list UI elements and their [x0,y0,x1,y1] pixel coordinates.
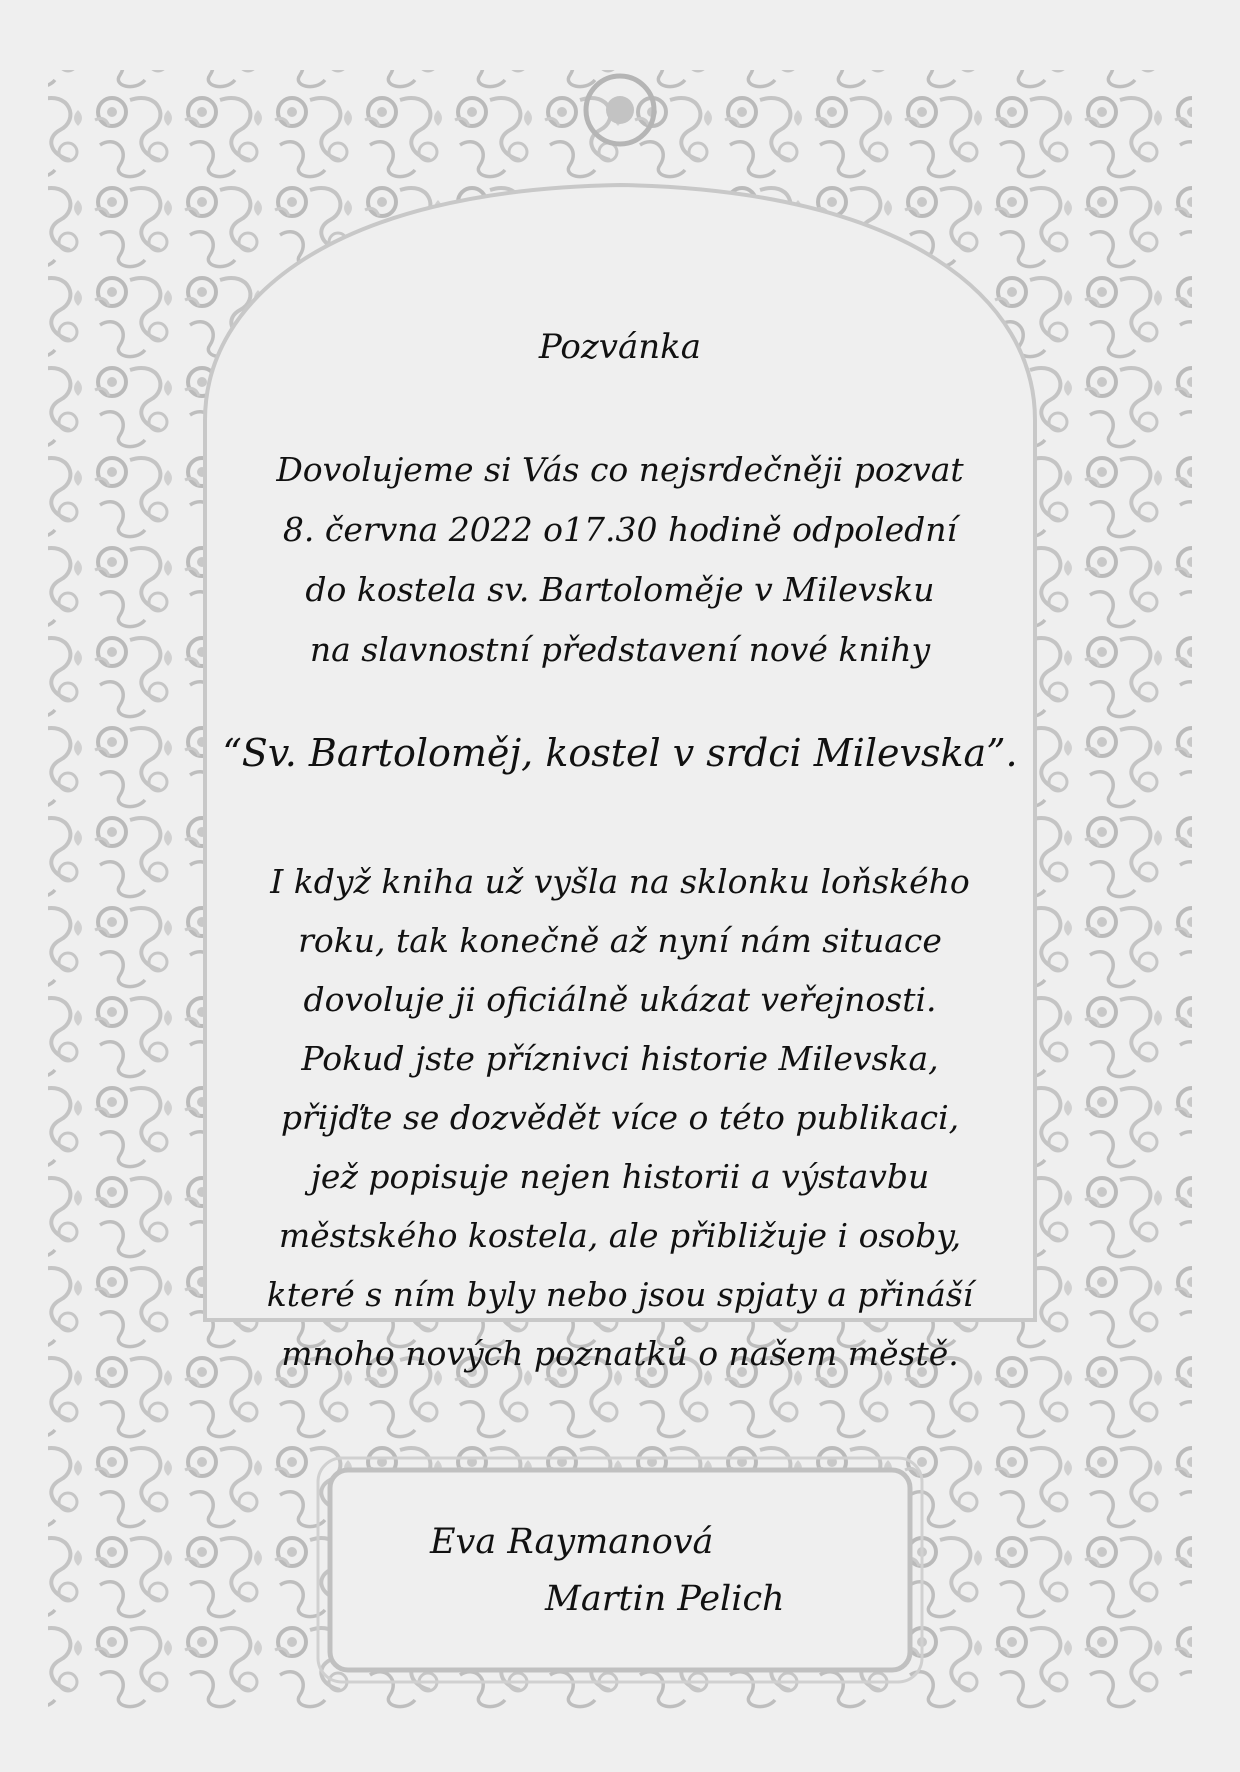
description-line: mnoho nových poznatků o našem městě. [281,1334,959,1373]
signature-eva-raymanova: Eva Raymanová [430,1522,714,1562]
description-line: městského kostela, ale přibližuje i osoby, [278,1216,962,1255]
description-line: přijďte se dozvědět více o této publikaci, [280,1098,960,1137]
heading-text: Pozvánka [538,327,702,367]
description-line: které s ním byly nebo jsou spjaty a přináší [266,1275,974,1314]
description-line: Pokud jste příznivci historie Milevska, [301,1039,939,1078]
description-line: dovoluje ji oficiálně ukázat veřejnosti. [303,980,937,1019]
book-title-text: “Sv. Bartoloměj, kostel v srdci Milevska”. [222,731,1018,775]
book-title [160,726,1080,780]
signature-martin-pelich: Martin Pelich [545,1579,785,1619]
description-line: I když kniha už vyšla na sklonku loňského [270,862,970,901]
invitation-paragraph [220,440,1020,680]
description-line: jež popisuje nejen historii a výstavbu [310,1157,930,1196]
invitation-heading [220,325,1020,369]
invite-line: do kostela sv. Bartoloměje v Milevsku [305,570,935,609]
invite-line: 8. června 2022 o17.30 hodině odpolední [282,510,958,549]
description-paragraph [200,852,1040,1383]
description-line: roku, tak konečně až nyní nám situace [298,921,942,960]
invite-line: na slavnostní představení nové knihy [309,630,931,669]
invite-line: Dovolujeme si Vás co nejsrdečněji pozvat [276,450,964,489]
